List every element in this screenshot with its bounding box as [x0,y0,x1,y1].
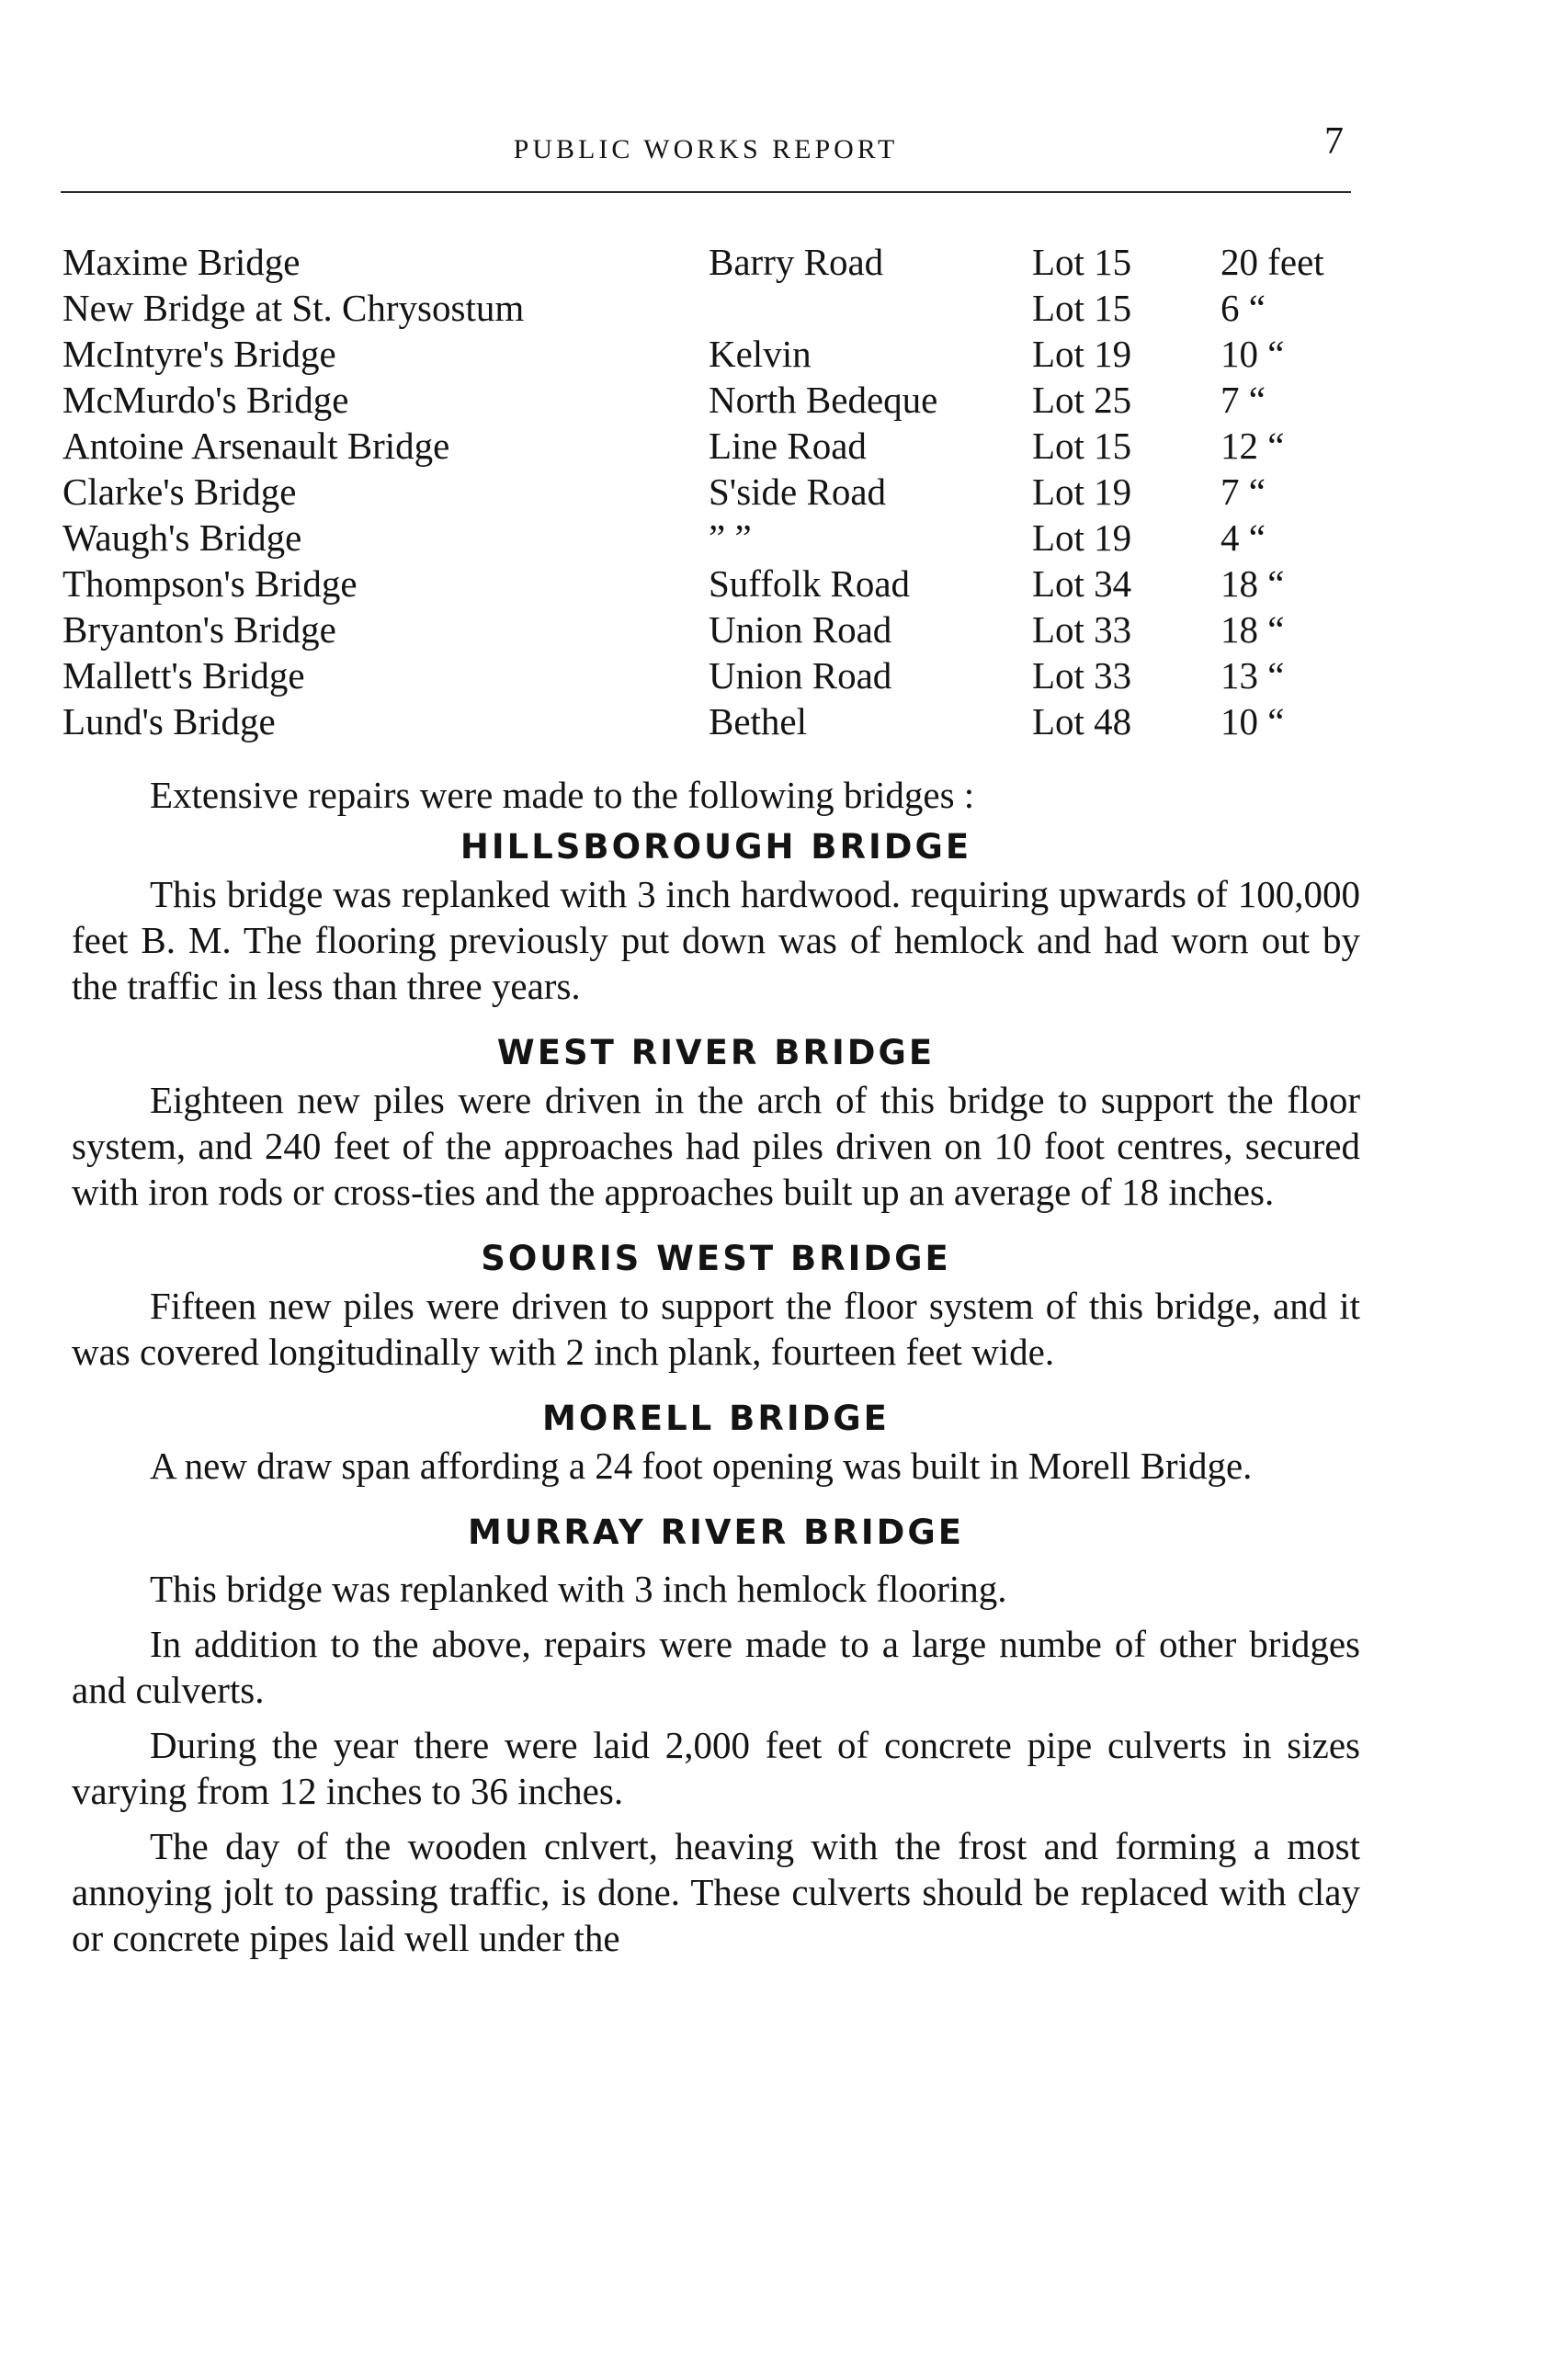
table-row [62,515,1363,561]
table-row [62,423,1363,469]
bridge-length: 4 “ [1220,516,1266,559]
section-heading: WEST RIVER BRIDGE [496,1033,936,1072]
table-row [62,239,1363,285]
section-paragraph: This bridge was replanked with 3 inch hemlock flooring. [150,1568,1007,1610]
bridge-name: Thompson's Bridge [62,562,358,605]
bridge-lot: Lot 25 [1032,379,1132,421]
body-paragraph: In addition to the above, repairs were made to a large numbe of other bridges and culverts. [72,1623,1360,1711]
bridge-name: Lund's Bridge [62,700,276,742]
bridge-length: 7 “ [1220,379,1266,421]
bridge-length: 10 “ [1220,700,1285,742]
bridge-name: Antoine Arsenault Bridge [62,425,450,467]
bridge-road: North Bedeque [709,379,938,421]
bridge-length: 18 “ [1220,608,1285,651]
bridge-table-body [62,239,1363,744]
intro-paragraph: Extensive repairs were made to the following bridges : [150,774,975,816]
bridge-table [62,239,1363,744]
bridge-lot: Lot 33 [1032,654,1132,697]
table-row [62,698,1363,744]
table-row [62,331,1363,377]
bridge-road: Union Road [709,608,892,651]
bridge-name: Maxime Bridge [62,241,301,283]
bridge-road: Barry Road [709,241,884,283]
table-row [62,652,1363,698]
body-paragraph: During the year there were laid 2,000 feet of concrete pipe culverts in sizes varying from 12 inches to 36 inches. [72,1724,1360,1812]
section-paragraph: Eighteen new piles were driven in the arch of this bridge to support the floor system, and 240 feet of the approaches had piles driven on 10 foot centres, secured with iron rods or cross-ties and the approaches built up an average of 18 inches. [72,1079,1360,1213]
bridge-name: Bryanton's Bridge [62,608,336,651]
bridge-road: Bethel [709,700,808,742]
bridge-length: 10 “ [1220,333,1285,375]
bridge-name: New Bridge at St. Chrysostum [62,287,525,329]
section-heading: MURRAY RIVER BRIDGE [468,1513,964,1552]
bridge-length: 12 “ [1220,425,1285,467]
bridge-length: 13 “ [1220,654,1285,697]
bridge-length: 6 “ [1220,287,1266,329]
report-body [72,772,1360,1961]
bridge-road: Union Road [709,654,892,697]
bridge-road [709,285,1032,331]
bridge-name: Mallett's Bridge [62,654,305,697]
bridge-name: Clarke's Bridge [62,470,297,513]
bridge-lot: Lot 19 [1032,333,1132,375]
table-row [62,377,1363,423]
section-heading: HILLSBOROUGH BRIDGE [460,827,972,867]
bridge-name: McMurdo's Bridge [62,379,349,421]
section-heading: SOURIS WEST BRIDGE [481,1239,951,1278]
bridge-length: 7 “ [1220,470,1266,513]
bridge-lot: Lot 19 [1032,470,1132,513]
bridge-road: ” ” [709,516,752,559]
bridge-lot: Lot 15 [1032,425,1132,467]
page-header [61,118,1351,193]
bridge-lot: Lot 15 [1032,241,1132,283]
bridge-length: 18 “ [1220,562,1285,605]
page-number: 7 [1324,120,1344,163]
table-row [62,561,1363,606]
bridge-length: 20 feet [1220,241,1324,283]
bridge-road: Suffolk Road [709,562,911,605]
section-paragraph: A new draw span affording a 24 foot opening was built in Morell Bridge. [150,1445,1253,1487]
bridge-road: Kelvin [709,333,812,375]
running-title: PUBLIC WORKS REPORT [513,134,899,164]
bridge-lot: Lot 15 [1032,287,1132,329]
table-row [62,469,1363,515]
section-heading: MORELL BRIDGE [542,1399,890,1438]
bridge-name: McIntyre's Bridge [62,333,336,375]
bridge-lot: Lot 19 [1032,516,1132,559]
table-row [62,285,1363,331]
bridge-road: S'side Road [709,470,887,513]
bridge-lot: Lot 48 [1032,700,1132,742]
body-paragraph: The day of the wooden cnlvert, heaving with the frost and forming a most annoying jolt to passing traffic, is done. These culverts should be replaced with clay or concrete pipes laid well under the [72,1825,1360,1959]
bridge-lot: Lot 33 [1032,608,1132,651]
section-paragraph: Fifteen new piles were driven to support the floor system of this bridge, and it was covered longitudinally with 2 inch plank, fourteen feet wide. [72,1285,1360,1373]
bridge-road: Line Road [709,425,867,467]
bridge-name: Waugh's Bridge [62,516,302,559]
bridge-lot: Lot 34 [1032,562,1132,605]
table-row [62,606,1363,652]
section-paragraph: This bridge was replanked with 3 inch hardwood. requiring upwards of 100,000 feet B. M. The flooring previously put down was of hemlock and had worn out by the traffic in less than three years. [72,873,1360,1007]
